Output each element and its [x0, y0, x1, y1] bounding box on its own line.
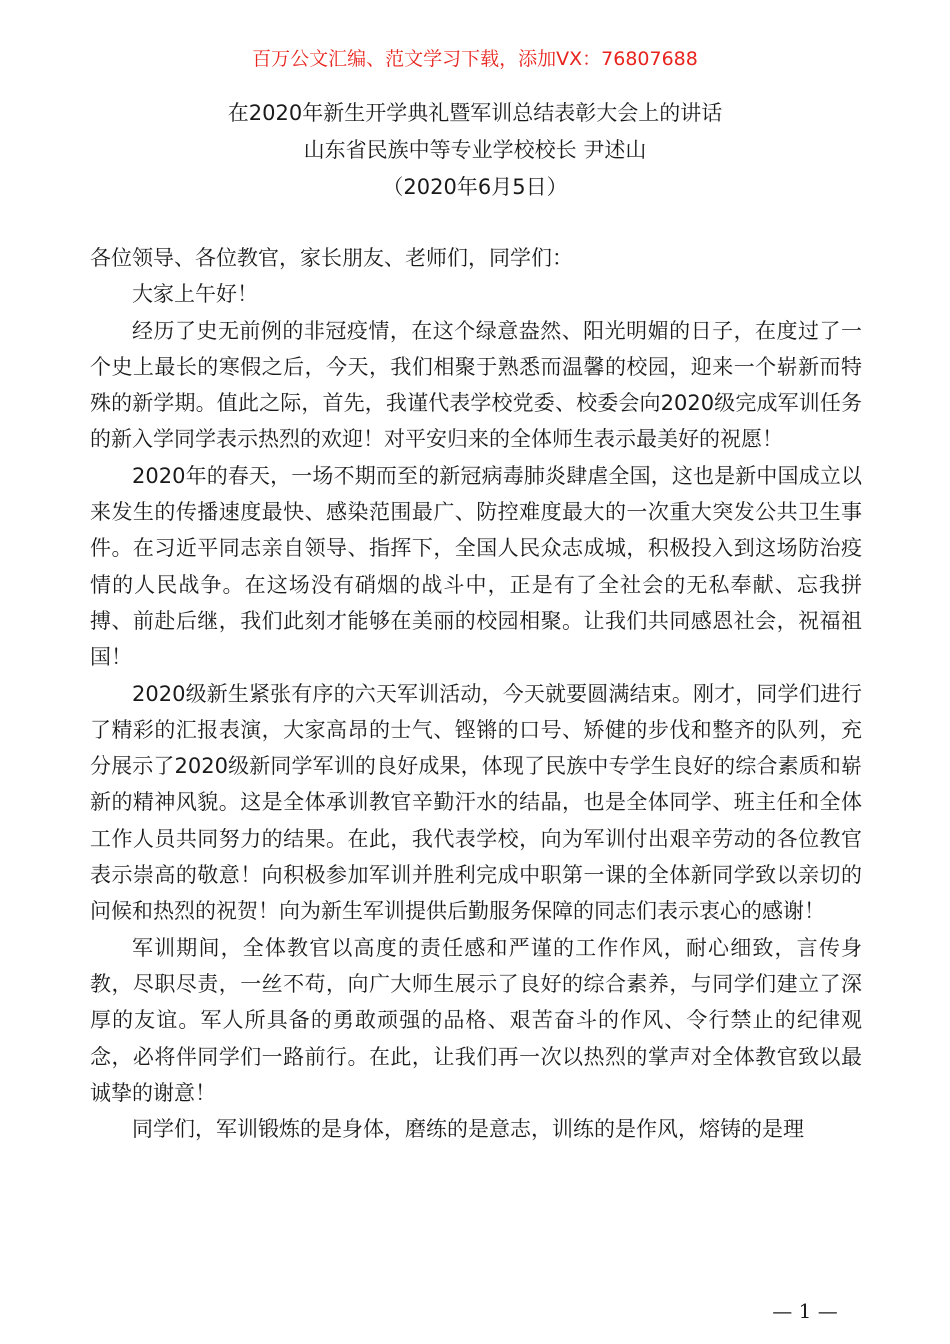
paragraph-opening: 经历了史无前例的非冠疫情，在这个绿意盎然、阳光明媚的日子，在度过了一个史上最长的寒假之后，今天，我们相聚于熟悉而温馨的校园，迎来一个崭新而特殊的新学期。值此之际，首先，我谨代表学校党委、校委会向2020级完成军训任务的新入学同学表示热烈的欢迎！对平安归来的全体师生表示最美好的祝愿！	[90, 318, 862, 452]
speech-date: （2020年6月5日）	[382, 175, 568, 199]
page-number: — 1 —	[772, 1299, 838, 1323]
promo-banner: 百万公文汇编、范文学习下载，添加VX：76807688	[252, 48, 698, 70]
speech-body	[90, 240, 862, 1147]
paragraph-military-training: 2020级新生紧张有序的六天军训活动，今天就要圆满结束。刚才，同学们进行了精彩的汇报表演，大家高昂的士气、铿锵的口号、矫健的步伐和整齐的队列，充分展示了2020级新同学军训的良好成果，体现了民族中专学生良好的综合素质和崭新的精神风貌。这是全体承训教官辛勤汗水的结晶，也是全体同学、班主任和全体工作人员共同努力的结果。在此，我代表学校，向为军训付出艰辛劳动的各位教官表示崇高的敬意！向积极参加军训并胜利完成中职第一课的全体新同学致以亲切的问候和热烈的祝贺！向为新生军训提供后勤服务保障的同志们表示衷心的感谢！	[90, 681, 862, 924]
paragraph-closing-partial: 同学们，军训锻炼的是身体，磨练的是意志，训练的是作风，熔铸的是理	[132, 1117, 804, 1142]
paragraph-pandemic: 2020年的春天，一场不期而至的新冠病毒肺炎肆虐全国，这也是新中国成立以来发生的传播速度最快、感染范围最广、防控难度最大的一次重大突发公共卫生事件。在习近平同志亲自领导、指挥下，全国人民众志成城，积极投入到这场防治疫情的人民战争。在这场没有硝烟的战斗中，正是有了全社会的无私奉献、忘我拼搏、前赴后继，我们此刻才能够在美丽的校园相聚。让我们共同感恩社会，祝福祖国！	[90, 463, 862, 670]
paragraph-instructors: 军训期间，全体教官以高度的责任感和严谨的工作作风，耐心细致，言传身教，尽职尽责，一丝不苟，向广大师生展示了良好的综合素养，与同学们建立了深厚的友谊。军人所具备的勇敢顽强的品格、艰苦奋斗的作风、令行禁止的纪律观念，必将伴同学们一路前行。在此，让我们再一次以热烈的掌声对全体教官致以最诚挚的谢意！	[90, 935, 862, 1105]
salutation: 各位领导、各位教官，家长朋友、老师们，同学们：	[90, 246, 573, 270]
paragraph-greeting: 大家上午好！	[132, 282, 258, 307]
speech-title: 在2020年新生开学典礼暨军训总结表彰大会上的讲话	[227, 101, 723, 125]
speech-author: 山东省民族中等专业学校校长 尹述山	[303, 138, 647, 162]
